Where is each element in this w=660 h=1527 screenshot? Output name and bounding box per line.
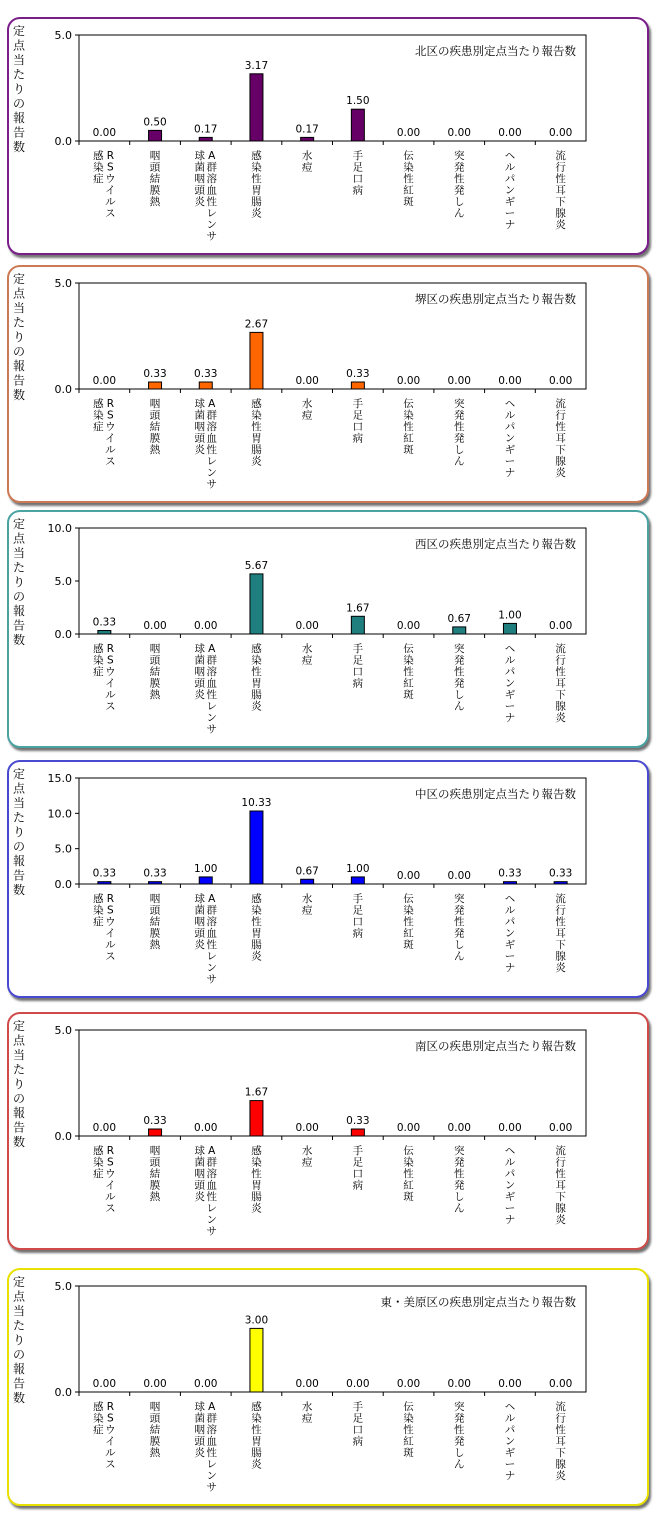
value-label: 0.67	[295, 865, 319, 878]
value-label: 0.00	[548, 1122, 573, 1134]
value-label: 0.33	[346, 368, 370, 381]
value-label: 1.50	[346, 95, 370, 108]
category-label: 流行性耳下腺炎	[555, 643, 566, 724]
bar	[250, 1328, 263, 1392]
y-tick-label: 0.0	[54, 1386, 72, 1399]
value-label: 0.00	[92, 127, 117, 139]
bar	[301, 137, 314, 141]
y-tick-label: 0.0	[54, 628, 72, 641]
bar	[250, 811, 263, 884]
category-label: 突発性発しん	[454, 893, 465, 963]
value-label: 0.00	[396, 1378, 421, 1390]
chart-panel	[7, 1012, 649, 1250]
value-label: 0.00	[396, 870, 421, 882]
value-label: 0.00	[194, 620, 218, 632]
y-tick-label: 5.0	[54, 1024, 72, 1037]
category-label: ヘルパンギーナ	[504, 643, 516, 724]
category-label: 流行性耳下腺炎	[555, 893, 566, 974]
bar	[351, 616, 364, 634]
y-tick-label: 5.0	[54, 277, 72, 290]
category-label: 流行性耳下腺炎	[555, 1145, 566, 1226]
y-tick-label: 0.0	[54, 383, 72, 396]
category-label: 咽頭結膜熱	[149, 1401, 161, 1459]
category-label: 手足口病	[352, 893, 364, 940]
bar	[98, 631, 111, 634]
category-label: R S ウイルス	[105, 643, 116, 713]
y-axis-label: 定点当たりの報告数	[12, 767, 26, 897]
category-label: 手足口病	[352, 643, 364, 690]
bar	[250, 332, 263, 389]
bar	[351, 109, 364, 141]
chart-title: 東・美原区の疾患別定点当たり報告数	[380, 1295, 576, 1309]
category-label: 感染症	[93, 893, 104, 928]
value-label: 0.00	[447, 127, 471, 139]
value-label: 1.00	[194, 862, 218, 875]
category-label: 手足口病	[352, 1401, 364, 1448]
y-tick-label: 10.0	[47, 522, 72, 535]
value-label: 0.00	[92, 1122, 117, 1134]
category-label: 球菌咽頭炎	[194, 150, 205, 208]
chart-panel	[7, 17, 649, 255]
bar	[351, 1129, 364, 1136]
value-label: 0.33	[143, 368, 167, 381]
category-label: ヘルパンギーナ	[504, 893, 516, 974]
y-axis-label: 定点当たりの報告数	[12, 272, 26, 402]
value-label: 0.33	[143, 1115, 167, 1128]
value-label: 0.17	[194, 123, 218, 136]
bar	[199, 137, 212, 141]
value-label: 0.33	[143, 867, 167, 880]
category-label: ヘルパンギーナ	[504, 150, 516, 231]
category-label: 水痘	[301, 643, 313, 667]
category-label: 感染性胃腸炎	[251, 398, 262, 468]
category-label: 手足口病	[352, 398, 364, 445]
value-label: 0.00	[396, 127, 421, 139]
category-label: 水痘	[301, 398, 313, 422]
bar	[98, 882, 111, 884]
category-label: 咽頭結膜熱	[149, 643, 161, 701]
category-label: 伝染性紅斑	[403, 398, 414, 456]
category-label: 突発性発しん	[454, 150, 465, 220]
chart-title: 西区の疾患別定点当たり報告数	[415, 537, 576, 551]
category-label: 突発性発しん	[454, 1145, 465, 1215]
bar	[149, 1129, 162, 1136]
value-label: 0.00	[92, 1378, 117, 1390]
value-label: 0.00	[498, 1122, 522, 1134]
category-label: 伝染性紅斑	[403, 150, 414, 208]
bar-chart	[9, 762, 647, 996]
category-label: R S ウイルス	[105, 1145, 116, 1215]
value-label: 0.00	[447, 1378, 471, 1390]
y-tick-label: 0.0	[54, 135, 72, 148]
bar	[301, 879, 314, 884]
category-label: 水痘	[301, 1145, 313, 1169]
value-label: 0.00	[548, 620, 573, 632]
category-label: R S ウイルス	[105, 1401, 116, 1471]
value-label: 2.67	[244, 318, 269, 331]
category-label: 流行性耳下腺炎	[555, 150, 566, 231]
category-label: 咽頭結膜熱	[149, 893, 161, 951]
bar	[199, 877, 212, 884]
category-label: 伝染性紅斑	[403, 643, 414, 701]
bar	[351, 877, 364, 884]
value-label: 0.00	[194, 1122, 218, 1134]
chart-panel	[7, 1268, 649, 1506]
y-axis-label: 定点当たりの報告数	[12, 24, 26, 154]
category-label: A 群溶血性レンサ	[206, 150, 217, 243]
category-label: 球菌咽頭炎	[194, 893, 205, 951]
category-label: R S ウイルス	[105, 150, 116, 220]
chart-title: 堺区の疾患別定点当たり報告数	[415, 292, 576, 306]
bar	[199, 382, 212, 389]
bar	[503, 882, 516, 884]
category-label: 流行性耳下腺炎	[555, 398, 566, 479]
category-label: 突発性発しん	[454, 643, 465, 713]
category-label: 球菌咽頭炎	[194, 643, 205, 701]
category-label: 流行性耳下腺炎	[555, 1401, 566, 1482]
y-tick-label: 15.0	[47, 772, 72, 785]
value-label: 0.00	[447, 375, 471, 387]
value-label: 0.00	[143, 620, 167, 632]
y-tick-label: 5.0	[54, 29, 72, 42]
category-label: 咽頭結膜熱	[149, 150, 161, 208]
value-label: 1.00	[498, 609, 522, 622]
value-label: 0.00	[143, 1378, 167, 1390]
category-label: 感染性胃腸炎	[251, 893, 262, 963]
bar	[351, 382, 364, 389]
category-label: 感染性胃腸炎	[251, 1401, 262, 1471]
category-label: 水痘	[301, 150, 313, 174]
category-label: A 群溶血性レンサ	[206, 643, 217, 736]
category-label: 球菌咽頭炎	[194, 1401, 205, 1459]
value-label: 0.00	[447, 870, 471, 882]
value-label: 0.33	[194, 368, 218, 381]
value-label: 0.17	[295, 123, 319, 136]
category-label: ヘルパンギーナ	[504, 398, 516, 479]
chart-panel	[7, 510, 649, 748]
category-label: ヘルパンギーナ	[504, 1401, 516, 1482]
value-label: 0.00	[295, 375, 319, 387]
value-label: 10.33	[241, 797, 272, 810]
bar	[250, 74, 263, 141]
y-tick-label: 0.0	[54, 878, 72, 891]
category-label: 球菌咽頭炎	[194, 398, 205, 456]
bar	[250, 574, 263, 634]
category-label: 感染性胃腸炎	[251, 643, 262, 713]
y-tick-label: 10.0	[47, 807, 72, 821]
value-label: 0.00	[396, 1122, 421, 1134]
category-label: 伝染性紅斑	[403, 1401, 414, 1459]
value-label: 0.00	[295, 620, 319, 632]
value-label: 0.33	[548, 867, 573, 880]
value-label: 3.00	[244, 1314, 269, 1327]
value-label: 0.00	[548, 1378, 573, 1390]
value-label: 0.00	[498, 375, 522, 387]
category-label: 突発性発しん	[454, 398, 465, 468]
category-label: 手足口病	[352, 1145, 364, 1192]
value-label: 1.67	[244, 1086, 269, 1099]
category-label: R S ウイルス	[105, 893, 116, 963]
value-label: 1.67	[346, 602, 370, 615]
bar-chart	[9, 1270, 647, 1504]
category-label: ヘルパンギーナ	[504, 1145, 516, 1226]
value-label: 0.00	[498, 127, 522, 139]
value-label: 0.00	[194, 1378, 218, 1390]
bar	[554, 882, 567, 884]
category-label: 水痘	[301, 1401, 313, 1425]
value-label: 0.67	[447, 612, 471, 625]
y-tick-label: 5.0	[54, 842, 72, 856]
category-label: R S ウイルス	[105, 398, 116, 468]
bar	[250, 1101, 263, 1136]
y-axis-label: 定点当たりの報告数	[12, 1019, 26, 1149]
category-label: 水痘	[301, 893, 313, 917]
y-tick-label: 5.0	[54, 1280, 72, 1293]
category-label: 伝染性紅斑	[403, 893, 414, 951]
bar-chart	[9, 512, 647, 746]
category-label: A 群溶血性レンサ	[206, 1145, 217, 1238]
bar	[503, 623, 516, 634]
value-label: 0.33	[346, 1115, 370, 1128]
value-label: 0.50	[143, 116, 167, 129]
bar-chart	[9, 267, 647, 501]
bar	[453, 627, 466, 634]
value-label: 1.00	[346, 862, 370, 875]
category-label: 感染症	[93, 1401, 104, 1436]
y-tick-label: 0.0	[54, 1130, 72, 1143]
bar	[149, 130, 162, 141]
y-axis-label: 定点当たりの報告数	[12, 517, 26, 647]
category-label: 感染症	[93, 1145, 104, 1180]
value-label: 0.00	[346, 1378, 370, 1390]
category-label: 感染性胃腸炎	[251, 1145, 262, 1215]
category-label: 感染症	[93, 643, 104, 678]
chart-panel	[7, 760, 649, 998]
category-label: A 群溶血性レンサ	[206, 398, 217, 491]
value-label: 0.33	[498, 867, 522, 880]
value-label: 0.33	[92, 867, 117, 880]
value-label: 0.00	[447, 1122, 471, 1134]
category-label: 咽頭結膜熱	[149, 1145, 161, 1203]
category-label: 手足口病	[352, 150, 364, 197]
bar	[149, 882, 162, 884]
category-label: 感染性胃腸炎	[251, 150, 262, 220]
value-label: 0.00	[396, 375, 421, 387]
category-label: 感染症	[93, 398, 104, 433]
category-label: 伝染性紅斑	[403, 1145, 414, 1203]
category-label: 球菌咽頭炎	[194, 1145, 205, 1203]
chart-title: 南区の疾患別定点当たり報告数	[415, 1039, 576, 1053]
value-label: 0.00	[548, 127, 573, 139]
bar-chart	[9, 19, 647, 253]
value-label: 0.00	[92, 375, 117, 387]
bar-chart	[9, 1014, 647, 1248]
chart-title: 中区の疾患別定点当たり報告数	[415, 787, 576, 801]
category-label: 咽頭結膜熱	[149, 398, 161, 456]
category-label: 突発性発しん	[454, 1401, 465, 1471]
y-tick-label: 5.0	[54, 575, 72, 588]
value-label: 0.00	[548, 375, 573, 387]
chart-panel	[7, 265, 649, 503]
chart-title: 北区の疾患別定点当たり報告数	[415, 44, 576, 58]
value-label: 0.00	[295, 1378, 319, 1390]
category-label: A 群溶血性レンサ	[206, 893, 217, 986]
value-label: 0.00	[396, 620, 421, 632]
y-axis-label: 定点当たりの報告数	[12, 1275, 26, 1405]
value-label: 3.17	[244, 59, 269, 72]
value-label: 0.00	[498, 1378, 522, 1390]
value-label: 0.33	[92, 616, 117, 629]
category-label: 感染症	[93, 150, 104, 185]
value-label: 5.67	[244, 559, 269, 572]
value-label: 0.00	[295, 1122, 319, 1134]
bar	[149, 382, 162, 389]
category-label: A 群溶血性レンサ	[206, 1401, 217, 1494]
